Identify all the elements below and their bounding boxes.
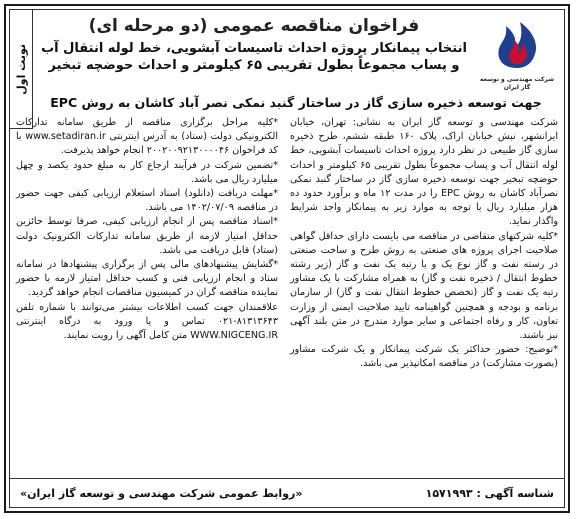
publication-round-tab: [10, 10, 33, 129]
nigc-logo: [476, 16, 558, 94]
paragraph: *گشایش پیشنهادهای مالی پس از برگزاری پیشنهادها در سامانه ستاد و انجام ارزیابی فنی و کسب حداقل امتیاز لازمه با حضور نماینده مناقصه گران در کمیسیون مناقصات انجام خواهد گردید.: [16, 259, 278, 299]
paragraph: *مهلت دریافت (دانلود) اسناد استعلام ارزیابی کیفی جهت حضور در مناقصه ۱۴۰۲/۰۷/۰۹ می باشد.: [16, 188, 278, 214]
paragraph: *کلیه شرکتهای متقاضی در مناقصه می بایست دارای حداقل گواهی صلاحیت اجرای پروژه های صنعتی به روش طرح و ساخت صنعتی در رسته نفت و گاز نوع یک و یا رتبه یک نفت و گاز (زیر رشته خطوط انتقال / ذخیره نفت و گاز) به همراه مشارکت با یک مشاور رتبه یک نفت و گاز (تخصص خطوط انتقال نفت و گاز) از سازمان برنامه و بودجه و همچنین گواهینامه تایید صلاحیت ایمنی از وزارت تعاون، کار و رفاه اجتماعی و سایر موارد مندرج در متن بلند آگهی نیز باشند.: [290, 230, 558, 342]
tender-notice: [4, 4, 570, 513]
notice-title: فراخوان مناقصه عمومی (دو مرحله ای): [88, 16, 420, 36]
flame-logo-icon: [487, 16, 547, 72]
notice-inner: [9, 9, 565, 508]
right-column: [290, 116, 558, 372]
left-column: [16, 116, 278, 343]
paragraph: *کلیه مراحل برگزاری مناقصه از طریق سامانه تدارکات الکترونیکی دولت (ستاد) به آدرس اینترنتی www.setadiran.ir با کد فراخوان ۲۰۰۲۰۰۹۲۱۳۰۰۰۰۴۶ انجام خواهد پذیرفت.: [16, 117, 278, 157]
notice-subtitle: انتخاب پیمانکار پروژه احداث تاسیسات آبشویی، خط لوله انتقال آب و پساب مجموعاً بطول تقریبی ۶۵ کیلومتر و احداث حوضچه تبخیر: [41, 41, 467, 73]
paragraph: شرکت مهندسی و توسعه گاز ایران به نشانی: تهران، خیابان ایرانشهر، نبش خیابان اراک، پلاک ۱۶۰ طبقه ششم، طرح ذخیره سازی گاز طبیعی در نظر دارد پروژه احداث تاسیسات آبشویی، خط لوله انتقال آب و پساب مجموعاً بطول تقریبی ۶۵ کیلومتر و احداث حوضچه تبخیر جهت توسعه ذخیره سازی گاز در ساختار گنبد نمکی نصرآباد کاشان به روش EPC را در مدت ۱۲ ماه و برآورد حدود ده هزار میلیارد ریال با توجه به موارد زیر به پیمانکار واجد شرایط واگذار نماید.: [290, 117, 558, 228]
paragraph: علاقمندان جهت کسب اطلاعات بیشتر می‌توانند با شماره تلفن ۸۱۳۱۳۶۴۳-۰۲۱ تماس و یا ورود به درگاه اینترنتی WWW.NIGCENG.IR متن کامل آگهی را رویت نمایند.: [16, 301, 278, 342]
paragraph: *اسناد مناقصه پس از انجام ارزیابی کیفی، صرفا توسط حائزین حداقل امتیاز لازمه از طریق سامانه تدارکات الکترونیک دولت (ستاد) قابل دریافت می باشد.: [16, 216, 278, 256]
issuer: «روابط عمومی شرکت مهندسی و توسعه گاز ایران»: [20, 486, 303, 500]
logo-caption-line1: شرکت مهندسی و توسعه: [480, 76, 554, 83]
paragraph: *تضمین شرکت در فرآیند ارجاع کار به مبلغ حدود یکصد و چهل میلیارد ریال می باشد.: [16, 159, 278, 185]
logo-caption-line2: گاز ایران: [503, 84, 531, 91]
notice-footer: [10, 478, 564, 507]
side-label: نوبت اول: [14, 43, 28, 95]
ad-id: شناسه آگهی : ۱۵۷۱۹۹۳: [425, 486, 554, 500]
paragraph: *توضیح: حضور حداکثر یک شرکت پیمانکار و یک شرکت مشاور (بصورت مشارکت) در مناقصه امکانپذیر می باشد.: [290, 344, 558, 370]
notice-subtitle-2: جهت توسعه ذخیره سازی گاز در ساختار گنبد نمکی نصر آباد کاشان به روش EPC: [50, 95, 542, 110]
